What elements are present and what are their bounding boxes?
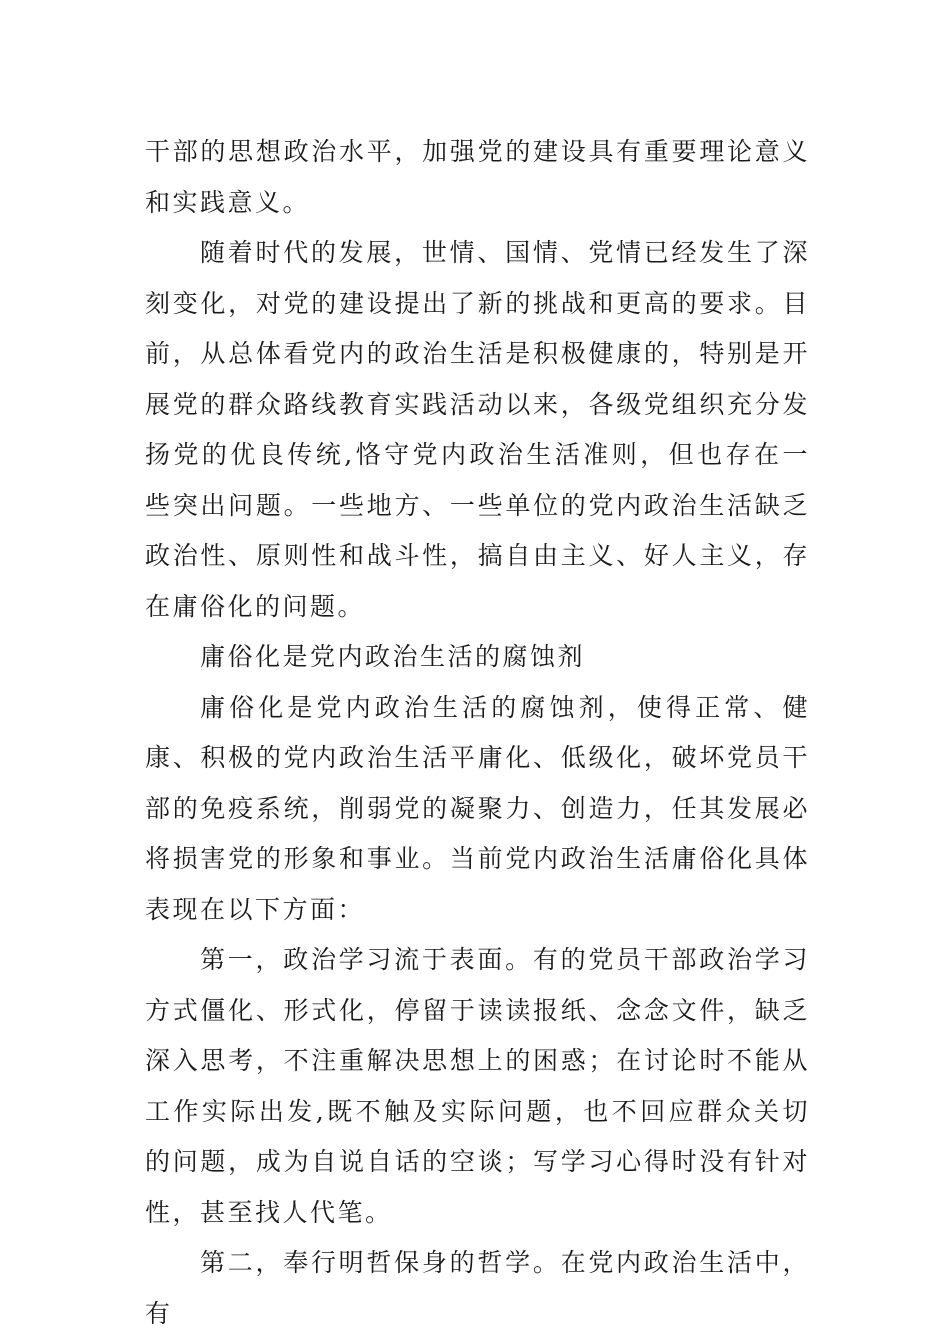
paragraph-body: 第一，政治学习流于表面。有的党员干部政治学习方式僵化、形式化，停留于读读报纸、念念文件，缺乏深入思考，不注重解决思想上的困惑；在讨论时不能从工作实际出发,既不触及实际问题，也不回应群众关切的问题，成为自说自话的空谈；写学习心得时没有针对性，甚至找人代笔。 (145, 945, 810, 1227)
section-heading: 庸俗化是党内政治生活的腐蚀剂 (200, 642, 586, 671)
paragraph-body: 庸俗化是党内政治生活的腐蚀剂，使得正常、健康、积极的党内政治生活平庸化、低级化，破坏党员干部的免疫系统，削弱党的凝聚力、创造力，任其发展必将损害党的形象和事业。当前党内政治生活庸俗化具体表现在以下方面： (145, 692, 810, 924)
paragraph-continuation: 干部的思想政治水平，加强党的建设具有重要理论意义和实践意义。 (145, 137, 810, 217)
paragraph-body: 第二，奉行明哲保身的哲学。在党内政治生活中，有 (145, 1248, 810, 1328)
paragraph-body: 随着时代的发展，世情、国情、党情已经发生了深刻变化，对党的建设提出了新的挑战和更高的要求。目前，从总体看党内的政治生活是积极健康的，特别是开展党的群众路线教育实践活动以来，各级党组织充分发扬党的优良传统,恪守党内政治生活准则，但也存在一些突出问题。一些地方、一些单位的党内政治生活缺乏政治性、原则性和战斗性，搞自由主义、好人主义，存在庸俗化的问题。 (145, 238, 810, 621)
document-body (145, 127, 810, 1339)
